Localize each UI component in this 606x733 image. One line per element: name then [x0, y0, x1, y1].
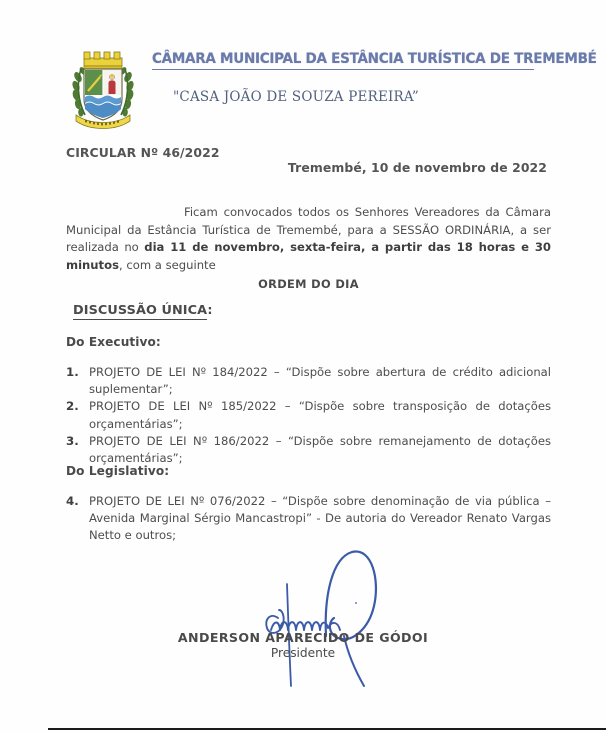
date-line: Tremembé, 10 de novembro de 2022: [287, 160, 547, 175]
handwritten-signature-icon: [240, 540, 400, 690]
signatory-name: ANDERSON APARECIDO DE GÓDOI: [177, 630, 429, 645]
discussao-unica-heading: [73, 303, 213, 318]
list-item-number: 1.: [66, 365, 79, 379]
coat-of-arms-icon: [68, 47, 138, 131]
list-item: [66, 398, 551, 432]
list-item-number: 4.: [66, 494, 79, 508]
discussao-unica-label: DISCUSSÃO ÚNICA: [73, 303, 208, 318]
list-item-text: PROJETO DE LEI Nº 184/2022 – “Dispõe sobre abertura de crédito adicional suplementar”;: [89, 365, 551, 397]
list-item: [66, 493, 551, 545]
list-item-number: 2.: [66, 399, 79, 414]
convocation-paragraph: [66, 204, 551, 274]
page-title: CÂMARA MUNICIPAL DA ESTÂNCIA TURÍSTICA DE TREMEMBÉ: [152, 51, 534, 70]
paragraph-bold-session-time: dia 11 de novembro, sexta-feira, a partir das 18 horas e 30 minutos: [66, 240, 551, 272]
section-heading-executivo: Do Executivo:: [66, 335, 161, 349]
legislativo-item-list: [66, 493, 551, 545]
header-subtitle: "CASA JOÃO DE SOUZA PEREIRA”: [173, 89, 419, 105]
list-item: [66, 364, 551, 398]
list-item-text: PROJETO DE LEI Nº 186/2022 – “Dispõe sobre remanejamento de dotações orçamentárias”;: [89, 433, 551, 466]
section-heading-legislativo: Do Legislativo:: [66, 464, 170, 478]
list-item: [66, 433, 551, 467]
document-header: [0, 0, 606, 130]
date-line-wrap: [66, 160, 551, 175]
circular-number: CIRCULAR Nº 46/2022: [66, 145, 220, 160]
executivo-item-list: [66, 364, 551, 467]
paragraph-part-2: , com a seguinte: [118, 257, 216, 272]
discussao-unica-colon: :: [207, 303, 213, 318]
ordem-do-dia-heading: ORDEM DO DIA: [258, 277, 359, 291]
list-item-text: PROJETO DE LEI Nº 076/2022 – “Dispõe sobre denominação de via pública – Avenida Marginal Sérgio Mancastropi” - De autoria do Vereador Renato Vargas Netto e outros;: [89, 494, 551, 543]
signatory-role: Presidente: [270, 646, 336, 660]
footer-divider: [48, 728, 606, 730]
list-item-text: PROJETO DE LEI Nº 185/2022 – “Dispõe sobre transposição de dotações orçamentárias”;: [89, 399, 551, 431]
list-item-number: 3.: [66, 433, 79, 448]
paragraph-part-1: Ficam convocados todos os Senhores Vereadores da Câmara Municipal da Estância Turística de Tremembé, para a SESSÃO ORDINÁRIA, a ser realizada no: [66, 205, 551, 255]
